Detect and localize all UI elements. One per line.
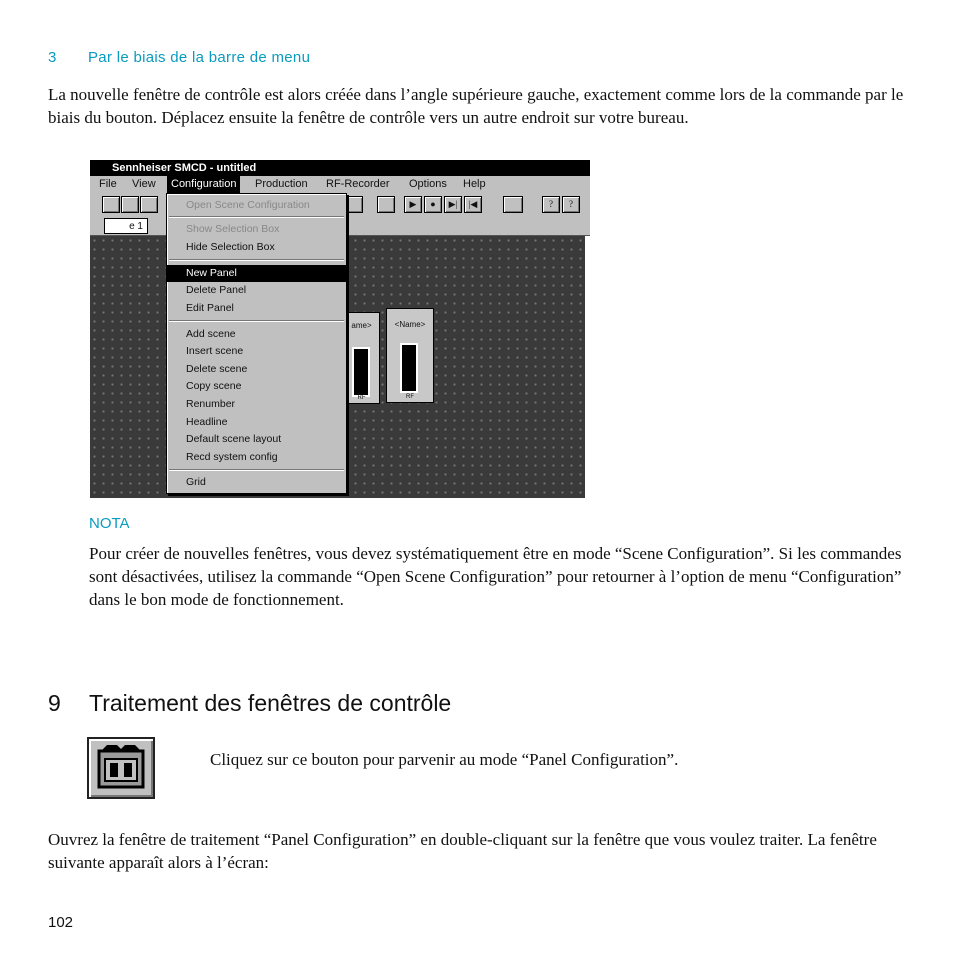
channel-name: <Name> (394, 320, 426, 329)
menu-view[interactable]: View (132, 178, 156, 190)
sub-heading (48, 49, 310, 66)
menu-item-default-scene-layout[interactable]: Default scene layout (186, 433, 282, 445)
menu-item-insert-scene[interactable]: Insert scene (186, 345, 244, 357)
skip-back-icon[interactable]: |◀ (464, 196, 482, 213)
level-meter (400, 343, 418, 393)
section-heading (48, 690, 451, 717)
configuration-dropdown (166, 193, 347, 494)
menu-item-hide-selection-box[interactable]: Hide Selection Box (186, 241, 275, 253)
scene-tab[interactable]: e 1 (104, 218, 148, 234)
menu-item-recd-system-config[interactable]: Recd system config (186, 451, 278, 463)
context-help-icon[interactable]: ? (562, 196, 580, 213)
menu-rf-recorder[interactable]: RF-Recorder (326, 178, 390, 190)
menu-item-add-scene[interactable]: Add scene (186, 328, 236, 340)
menu-file[interactable]: File (99, 178, 117, 190)
channel-name: ame> (351, 321, 372, 330)
play-icon[interactable]: ▶ (404, 196, 422, 213)
window-title-bar (90, 160, 590, 176)
monitor-icon[interactable] (503, 196, 523, 213)
menu-item-headline[interactable]: Headline (186, 416, 228, 428)
menu-production[interactable]: Production (255, 178, 308, 190)
menu-item-edit-panel[interactable]: Edit Panel (186, 302, 234, 314)
menu-separator (169, 259, 344, 261)
menu-item-show-selection-box[interactable]: Show Selection Box (186, 223, 280, 235)
menu-item-new-panel[interactable]: New Panel (167, 265, 346, 282)
panel-icon[interactable] (377, 196, 395, 213)
menu-bar (90, 176, 590, 193)
save-icon[interactable] (140, 196, 158, 213)
panel-configuration-icon (89, 739, 153, 797)
new-file-icon[interactable] (102, 196, 120, 213)
menu-separator (169, 469, 344, 471)
nota-text: Pour créer de nouvelles fenêtres, vous devez systématiquement être en mode “Scene Configuration”. Si les commandes sont désactivées, utilisez la commande “Open Scene Configuration” pour retourner à l’option de menu “Configuration” dans le bon mode de fonctionnement. (89, 544, 902, 609)
panel-configuration-button[interactable] (87, 737, 155, 799)
menu-item-copy-scene[interactable]: Copy scene (186, 380, 242, 392)
menu-item-renumber[interactable]: Renumber (186, 398, 236, 410)
toolbar-button[interactable] (345, 196, 363, 213)
sub-heading-title: Par le biais de la barre de menu (88, 49, 311, 66)
page-number: 102 (48, 914, 74, 931)
rf-label: RF (406, 394, 414, 400)
menu-separator (169, 216, 344, 218)
window-title: Sennheiser SMCD - untitled (112, 162, 257, 174)
record-icon[interactable]: ● (424, 196, 442, 213)
button-caption: Cliquez sur ce bouton pour parvenir au mode “Panel Configuration”. (210, 750, 679, 769)
channel-strip[interactable] (343, 312, 380, 404)
level-meter (352, 347, 370, 397)
closing-paragraph: Ouvrez la fenêtre de traitement “Panel Configuration” en double-cliquant sur la fenêtre que vous voulez traiter. La fenêtre suivante apparaît alors à l’écran: (48, 830, 877, 872)
rf-label: RF (357, 395, 366, 401)
open-folder-icon[interactable] (121, 196, 139, 213)
menu-item-delete-scene[interactable]: Delete scene (186, 363, 248, 375)
section-title: Traitement des fenêtres de contrôle (89, 690, 452, 716)
menu-item-grid[interactable]: Grid (186, 476, 206, 488)
menu-item-open-scene-configuration[interactable]: Open Scene Configuration (186, 199, 310, 211)
sub-heading-number: 3 (48, 49, 57, 66)
menu-configuration[interactable]: Configuration (167, 176, 240, 193)
menu-separator (169, 320, 344, 322)
info-icon[interactable]: ? (542, 196, 560, 213)
channel-strip[interactable] (386, 308, 434, 403)
skip-forward-icon[interactable]: ▶| (444, 196, 462, 213)
menu-help[interactable]: Help (463, 178, 486, 190)
menu-item-delete-panel[interactable]: Delete Panel (186, 284, 247, 296)
intro-paragraph: La nouvelle fenêtre de contrôle est alors créée dans l’angle supérieure gauche, exactement comme lors de la commande par le biais du bouton. Déplacez ensuite la fenêtre de contrôle vers un autre endroit sur votre bureau. (48, 85, 904, 127)
menu-options[interactable]: Options (409, 178, 447, 190)
nota-label: NOTA (89, 515, 130, 532)
section-number: 9 (48, 690, 61, 716)
